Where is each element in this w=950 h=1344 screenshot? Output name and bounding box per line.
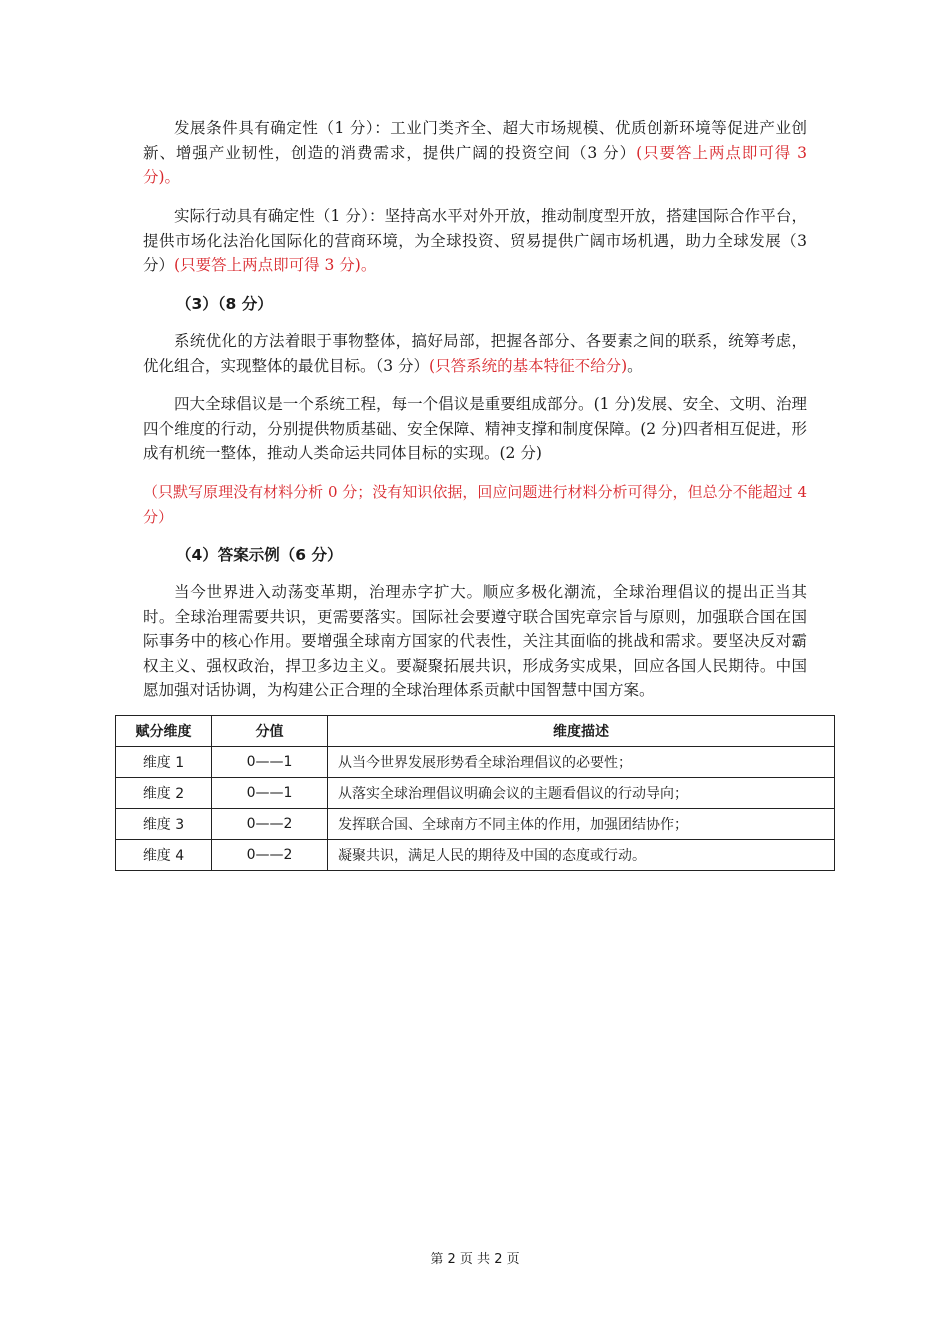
paragraph-development-conditions (143, 116, 807, 190)
header-dimension: 赋分维度 (116, 716, 212, 747)
table-row (116, 778, 835, 809)
question-4-heading: （4）答案示例（6 分） (176, 546, 343, 564)
dimension-cell: 维度 4 (116, 840, 212, 871)
table-row (116, 840, 835, 871)
scoring-note-question-3: （只默写原理没有材料分析 0 分；没有知识依据，回应问题进行材料分析可得分，但总分不能超过 4 分） (143, 483, 807, 526)
paragraph-answer-example: 当今世界进入动荡变革期，治理赤字扩大。顺应多极化潮流，全球治理倡议的提出正当其时。全球治理需要共识，更需要落实。国际社会要遵守联合国宪章宗旨与原则，加强联合国在国际事务中的核心作用。要增强全球南方国家的代表性，关注其面临的挑战和需求。要坚决反对霸权主义、强权政治，捍卫多边主义。要凝聚拓展共识，形成务实成果，回应各国人民期待。中国愿加强对话协调，为构建公正合理的全球治理体系贡献中国智慧中国方案。 (143, 583, 807, 699)
paragraph-practical-actions (143, 204, 807, 278)
table-row (116, 747, 835, 778)
scoring-note: (只要答上两点即可得 3 分)。 (143, 143, 807, 186)
scoring-note: (只要答上两点即可得 3 分)。 (174, 256, 377, 274)
table-header-row (116, 716, 835, 747)
scoring-rubric-table (115, 715, 835, 871)
dimension-cell: 维度 3 (116, 809, 212, 840)
description-cell: 凝聚共识，满足人民的期待及中国的态度或行动。 (328, 840, 835, 871)
score-cell: 0——2 (212, 840, 328, 871)
paragraph-text: 系统优化的方法着眼于事物整体，搞好局部，把握各部分、各要素之间的联系，统筹考虑，优化组合，实现整体的最优目标。（3 分） (143, 332, 807, 375)
score-cell: 0——1 (212, 747, 328, 778)
scoring-note: (只答系统的基本特征不给分) (429, 356, 628, 375)
dimension-cell: 维度 2 (116, 778, 212, 809)
description-cell: 从当今世界发展形势看全球治理倡议的必要性； (328, 747, 835, 778)
paragraph-global-initiatives: 四大全球倡议是一个系统工程，每一个倡议是重要组成部分。(1 分)发展、安全、文明、治理四个维度的行动，分别提供物质基础、安全保障、精神支撑和制度保障。(2 分)四者相互促进，形成有机统一整体，推动人类命运共同体目标的实现。(2 分) (143, 395, 807, 462)
score-cell: 0——1 (212, 778, 328, 809)
header-score: 分值 (212, 716, 328, 747)
question-3-heading: （3）（8 分） (176, 295, 273, 313)
header-description: 维度描述 (328, 716, 835, 747)
description-cell: 从落实全球治理倡议明确会议的主题看倡议的行动导向； (328, 778, 835, 809)
paragraph-text: 实际行动具有确定性（1 分）：坚持高水平对外开放，推动制度型开放，搭建国际合作平台，提供市场化法治化国际化的营商环境，为全球投资、贸易提供广阔市场机遇，助力全球发展（3 分） (143, 207, 807, 274)
table-row (116, 809, 835, 840)
dimension-cell: 维度 1 (116, 747, 212, 778)
description-cell: 发挥联合国、全球南方不同主体的作用，加强团结协作； (328, 809, 835, 840)
paragraph-system-optimization (143, 329, 807, 378)
paragraph-end: 。 (627, 356, 643, 375)
score-cell: 0——2 (212, 809, 328, 840)
paragraph-text: 发展条件具有确定性（1 分）：工业门类齐全、超大市场规模、优质创新环境等促进产业创新、增强产业韧性，创造的消费需求，提供广阔的投资空间（3 分） (143, 119, 807, 162)
page-footer: 第 2 页 共 2 页 (430, 1252, 520, 1267)
